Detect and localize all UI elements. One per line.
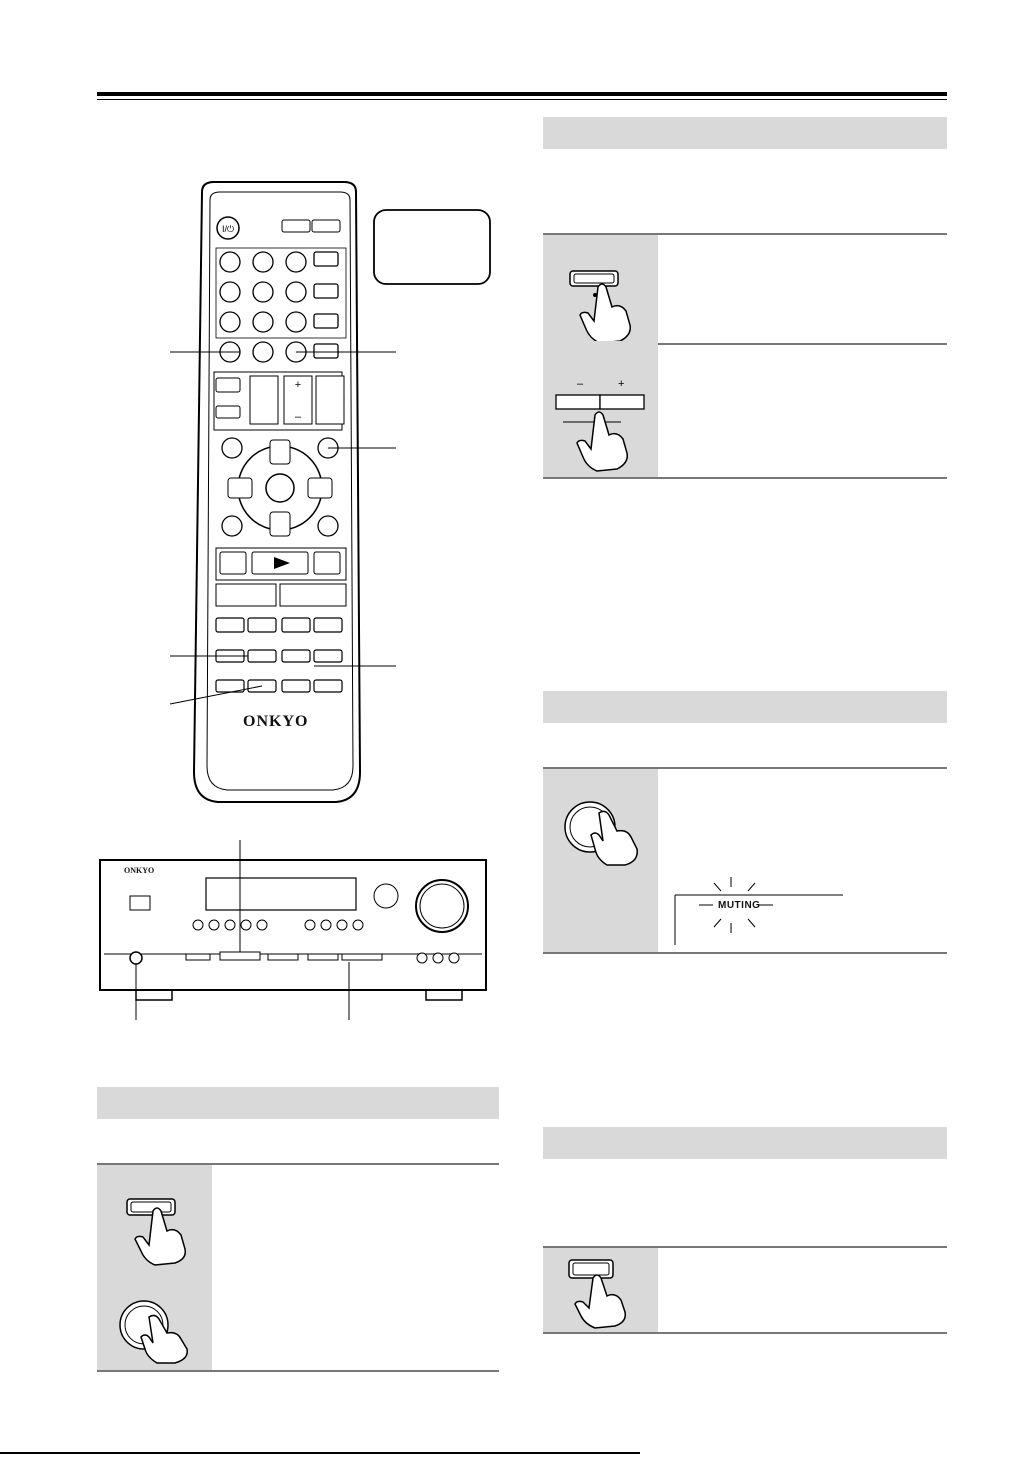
- hand-press-button-icon: [543, 1248, 658, 1332]
- receiver-front-panel-illustration: [96, 840, 496, 1020]
- remote-control-illustration: [140, 180, 500, 810]
- svg-text:+: +: [618, 378, 625, 390]
- remote-brand-logo: ONKYO: [243, 713, 309, 730]
- step-image-cell: [543, 341, 658, 477]
- svg-text:–: –: [577, 378, 584, 390]
- hand-press-button-icon: [543, 235, 658, 343]
- step-image-cell: [543, 769, 658, 952]
- section-band-1: [543, 117, 947, 149]
- step-image-cell: [97, 1165, 212, 1370]
- step-image-cell: [543, 235, 658, 343]
- muting-label: MUTING: [718, 900, 761, 911]
- step-image-cell: [543, 1248, 658, 1332]
- muting-display-icon: [663, 875, 853, 951]
- section-band-2: [543, 691, 947, 723]
- hand-press-buttons-icon: [97, 1165, 212, 1370]
- footer-rule: [0, 1452, 640, 1454]
- svg-text:–: –: [294, 411, 302, 423]
- step-row-3: [543, 767, 947, 954]
- step-row-2: [543, 341, 947, 479]
- step-row-4: [543, 1246, 947, 1334]
- section-band-3: [543, 1127, 947, 1159]
- svg-text:I/⏻: I/⏻: [221, 224, 235, 234]
- step-row-1: [543, 233, 947, 345]
- hand-press-round-button-icon: [543, 769, 658, 952]
- receiver-brand-logo: ONKYO: [124, 866, 155, 875]
- header-rule-thick: [97, 92, 947, 96]
- step-row-5: [97, 1163, 499, 1372]
- hand-press-volume-icon: [543, 341, 658, 477]
- header-rule-thin: [97, 99, 947, 100]
- section-band-4: [97, 1087, 499, 1119]
- svg-text:+: +: [294, 379, 302, 391]
